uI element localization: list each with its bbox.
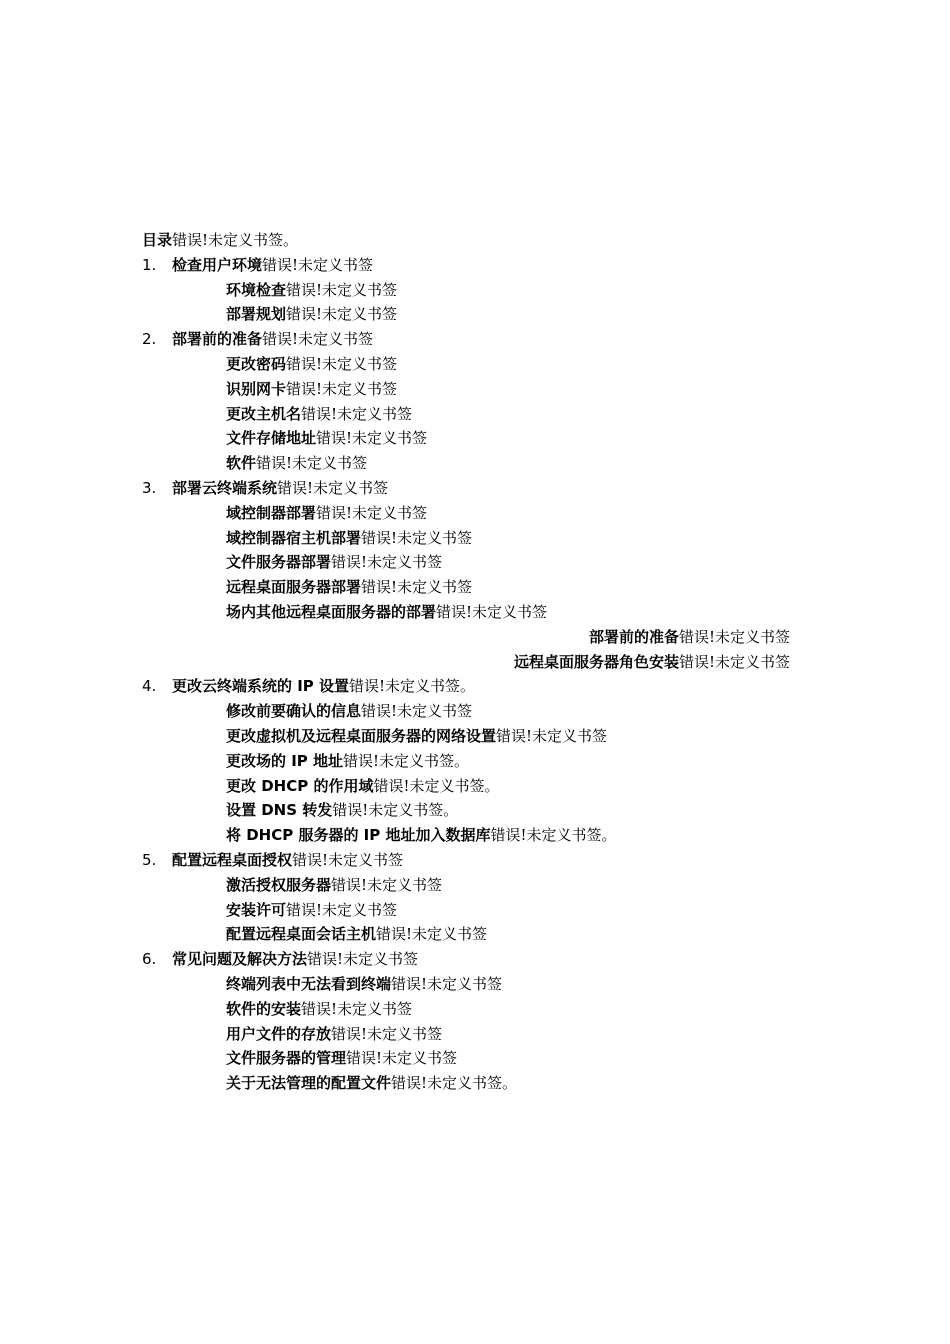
chapter-title: 部署云终端系统 [172,478,278,497]
toc-entry[interactable] [0,922,950,947]
bookmark-error: 错误!未定义书签 [346,1049,458,1068]
bookmark-error: 错误!未定义书签 [286,305,398,324]
bookmark-error: 错误!未定义书签 [286,900,398,919]
toc-entry[interactable] [0,402,950,427]
entry-title: 文件服务器部署 [226,553,332,572]
toc-chapter-2[interactable] [0,327,950,352]
entry-title: 终端列表中无法看到终端 [226,974,392,993]
bookmark-error: 错误!未定义书签 [331,553,443,572]
toc-entry[interactable] [0,898,950,923]
bookmark-error: 错误!未定义书签。 [373,776,500,795]
bookmark-error: 错误!未定义书签 [331,875,443,894]
toc-chapter-3[interactable] [0,476,950,501]
entry-title: 域控制器部署 [226,503,317,522]
entry-title: 软件 [226,454,257,473]
toc-title-line [0,228,950,253]
bookmark-error: 错误!未定义书签 [678,627,790,646]
entry-title: 场内其他远程桌面服务器的部署 [226,602,437,621]
bookmark-error: 错误!未定义书签 [376,925,488,944]
entry-title: 修改前要确认的信息 [226,702,362,721]
chapter-title: 检查用户环境 [172,255,263,274]
entry-title: 设置 DNS 转发 [226,801,333,820]
entry-title: 远程桌面服务器角色安装 [513,652,679,671]
entry-title: 配置远程桌面会话主机 [226,925,377,944]
chapter-title: 配置远程桌面授权 [172,850,293,869]
chapter-number: 1. [142,255,157,274]
toc-entry[interactable] [0,600,950,625]
chapter-number: 2. [142,330,157,349]
bookmark-error: 错误!未定义书签。 [490,826,617,845]
entry-title: 识别网卡 [226,379,287,398]
bookmark-error: 错误!未定义书签 [301,999,413,1018]
toc-entry[interactable] [0,997,950,1022]
entry-title: 更改场的 IP 地址 [226,751,344,770]
toc-title: 目录 [142,231,173,249]
table-of-contents [0,228,950,1096]
bookmark-error: 错误!未定义书签 [256,454,368,473]
bookmark-error: 错误!未定义书签 [286,280,398,299]
toc-entry[interactable] [0,798,950,823]
entry-title: 域控制器宿主机部署 [226,528,362,547]
toc-entry[interactable] [0,823,950,848]
toc-entry-right[interactable] [0,650,950,675]
entry-title: 更改虚拟机及远程桌面服务器的网络设置 [226,726,497,745]
bookmark-error: 错误!未定义书签 [262,255,374,274]
toc-entry[interactable] [0,699,950,724]
bookmark-error: 错误!未定义书签 [316,429,428,448]
toc-entry[interactable] [0,451,950,476]
bookmark-error: 错误!未定义书签。 [391,1074,518,1093]
bookmark-error: 错误!未定义书签 [678,652,790,671]
entry-title: 部署前的准备 [588,627,679,646]
bookmark-error: 错误!未定义书签。 [349,677,476,696]
toc-entry[interactable] [0,774,950,799]
entry-title: 安装许可 [226,900,287,919]
entry-title: 软件的安装 [226,999,302,1018]
chapter-number: 3. [142,478,157,497]
toc-entry[interactable] [0,526,950,551]
toc-entry[interactable] [0,1046,950,1071]
toc-entry[interactable] [0,1071,950,1096]
chapter-title: 更改云终端系统的 IP 设置 [172,677,350,696]
bookmark-error: 错误!未定义书签 [292,850,404,869]
chapter-number: 4. [142,677,157,696]
toc-entry[interactable] [0,1022,950,1047]
toc-entry[interactable] [0,972,950,997]
toc-entry-right[interactable] [0,625,950,650]
toc-entry[interactable] [0,873,950,898]
entry-title: 更改主机名 [226,404,302,423]
toc-chapter-4[interactable] [0,674,950,699]
bookmark-error: 错误!未定义书签 [361,702,473,721]
entry-title: 文件服务器的管理 [226,1049,347,1068]
bookmark-error: 错误!未定义书签 [361,528,473,547]
chapter-title: 部署前的准备 [172,330,263,349]
chapter-number: 5. [142,850,157,869]
bookmark-error: 错误!未定义书签 [277,478,389,497]
entry-title: 用户文件的存放 [226,1024,332,1043]
toc-entry[interactable] [0,501,950,526]
toc-entry[interactable] [0,724,950,749]
bookmark-error: 错误!未定义书签 [286,379,398,398]
chapter-title: 常见问题及解决方法 [172,950,308,969]
entry-title: 更改 DHCP 的作用域 [226,776,374,795]
toc-chapter-6[interactable] [0,947,950,972]
bookmark-error: 错误!未定义书签 [391,974,503,993]
toc-chapter-1[interactable] [0,253,950,278]
toc-title-error: 错误!未定义书签。 [172,231,299,249]
bookmark-error: 错误!未定义书签 [262,330,374,349]
toc-entry[interactable] [0,278,950,303]
toc-entry[interactable] [0,575,950,600]
toc-entry[interactable] [0,426,950,451]
bookmark-error: 错误!未定义书签 [436,602,548,621]
toc-chapter-5[interactable] [0,848,950,873]
toc-entry[interactable] [0,377,950,402]
toc-entry[interactable] [0,352,950,377]
bookmark-error: 错误!未定义书签 [496,726,608,745]
bookmark-error: 错误!未定义书签。 [343,751,470,770]
entry-title: 关于无法管理的配置文件 [226,1074,392,1093]
entry-title: 文件存储地址 [226,429,317,448]
entry-title: 将 DHCP 服务器的 IP 地址加入数据库 [226,826,491,845]
chapter-number: 6. [142,950,157,969]
entry-title: 部署规划 [226,305,287,324]
bookmark-error: 错误!未定义书签 [286,354,398,373]
entry-title: 更改密码 [226,354,287,373]
bookmark-error: 错误!未定义书签 [331,1024,443,1043]
entry-title: 环境检查 [226,280,287,299]
bookmark-error: 错误!未定义书签。 [332,801,459,820]
entry-title: 远程桌面服务器部署 [226,578,362,597]
bookmark-error: 错误!未定义书签 [307,950,419,969]
toc-entry[interactable] [0,302,950,327]
toc-entry[interactable] [0,550,950,575]
toc-entry[interactable] [0,749,950,774]
bookmark-error: 错误!未定义书签 [361,578,473,597]
bookmark-error: 错误!未定义书签 [316,503,428,522]
entry-title: 激活授权服务器 [226,875,332,894]
bookmark-error: 错误!未定义书签 [301,404,413,423]
